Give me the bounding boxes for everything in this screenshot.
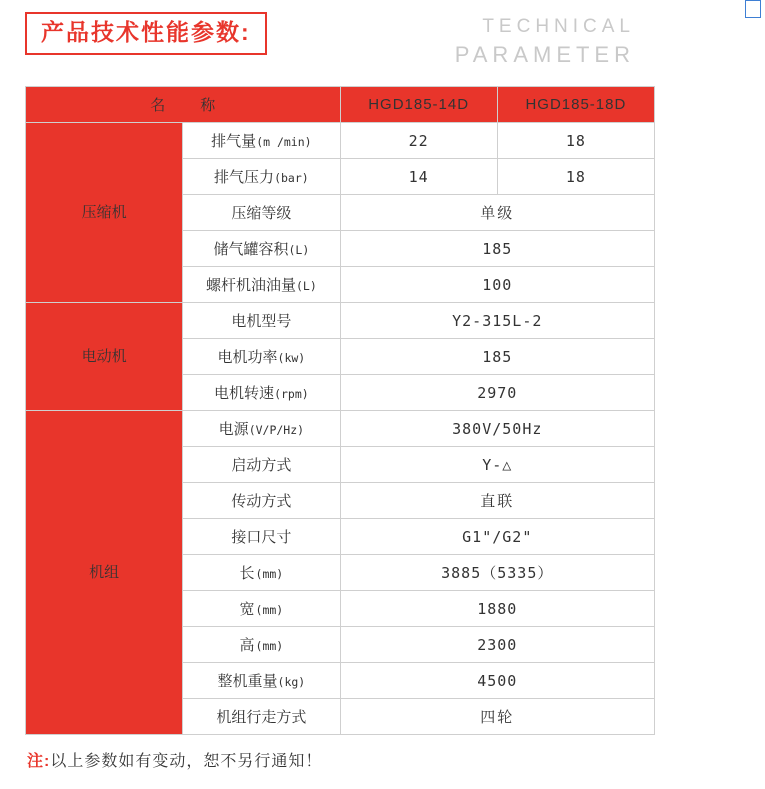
- row-label: 机组行走方式: [183, 699, 340, 735]
- group-label-motor: 电动机: [26, 303, 183, 411]
- footer-note-key: 注:: [27, 753, 51, 770]
- table-row: [26, 303, 655, 339]
- column-header-name: 名 称: [26, 87, 341, 123]
- row-label: 电机型号: [183, 303, 340, 339]
- row-value-shared: 直联: [340, 483, 655, 519]
- spec-table-body: [26, 87, 655, 735]
- english-subtitle-line2: PARAMETER: [454, 41, 635, 67]
- row-value-shared: 185: [340, 339, 655, 375]
- row-value-model-1: 22: [340, 123, 497, 159]
- row-label: 储气罐容积(L): [183, 231, 340, 267]
- group-label-compressor: 压缩机: [26, 123, 183, 303]
- row-value-shared: G1"/G2": [340, 519, 655, 555]
- column-header-model-1: HGD185-14D: [340, 87, 497, 123]
- row-label: 排气量(m /min): [183, 123, 340, 159]
- table-row: [26, 411, 655, 447]
- spec-table: [25, 86, 655, 735]
- footer-note: [27, 748, 322, 771]
- row-label: 螺杆机油油量(L): [183, 267, 340, 303]
- row-label: 压缩等级: [183, 195, 340, 231]
- row-label: 长(mm): [183, 555, 340, 591]
- row-label: 接口尺寸: [183, 519, 340, 555]
- corner-marker-icon: [745, 0, 761, 18]
- spec-table-wrapper: [25, 86, 655, 735]
- row-value-shared: 4500: [340, 663, 655, 699]
- row-value-shared: 2970: [340, 375, 655, 411]
- row-value-shared: 1880: [340, 591, 655, 627]
- row-value-shared: 185: [340, 231, 655, 267]
- column-header-model-2: HGD185-18D: [497, 87, 654, 123]
- table-row: [26, 123, 655, 159]
- row-value-shared: Y-△: [340, 447, 655, 483]
- page-title-box: [25, 12, 267, 55]
- row-value-shared: 100: [340, 267, 655, 303]
- row-value-model-1: 14: [340, 159, 497, 195]
- row-value-shared: Y2-315L-2: [340, 303, 655, 339]
- table-header-row: [26, 87, 655, 123]
- row-label: 高(mm): [183, 627, 340, 663]
- row-value-model-2: 18: [497, 159, 654, 195]
- page-title: 产品技术性能参数:: [41, 19, 251, 45]
- row-value-shared: 2300: [340, 627, 655, 663]
- footer-note-text: 以上参数如有变动，恕不另行通知！: [50, 753, 323, 770]
- row-label: 电源(V/P/Hz): [183, 411, 340, 447]
- row-value-shared: 380V/50Hz: [340, 411, 655, 447]
- row-label: 宽(mm): [183, 591, 340, 627]
- english-subtitle-line1: TECHNICAL: [482, 16, 635, 37]
- row-value-shared: 单级: [340, 195, 655, 231]
- row-label: 电机转速(rpm): [183, 375, 340, 411]
- page-header: [0, 0, 765, 72]
- english-subtitle: [455, 14, 635, 69]
- row-value-model-2: 18: [497, 123, 654, 159]
- row-value-shared: 四轮: [340, 699, 655, 735]
- row-value-shared: 3885（5335）: [340, 555, 655, 591]
- row-label: 启动方式: [183, 447, 340, 483]
- row-label: 排气压力(bar): [183, 159, 340, 195]
- row-label: 传动方式: [183, 483, 340, 519]
- row-label: 整机重量(kg): [183, 663, 340, 699]
- row-label: 电机功率(kw): [183, 339, 340, 375]
- group-label-unit: 机组: [26, 411, 183, 735]
